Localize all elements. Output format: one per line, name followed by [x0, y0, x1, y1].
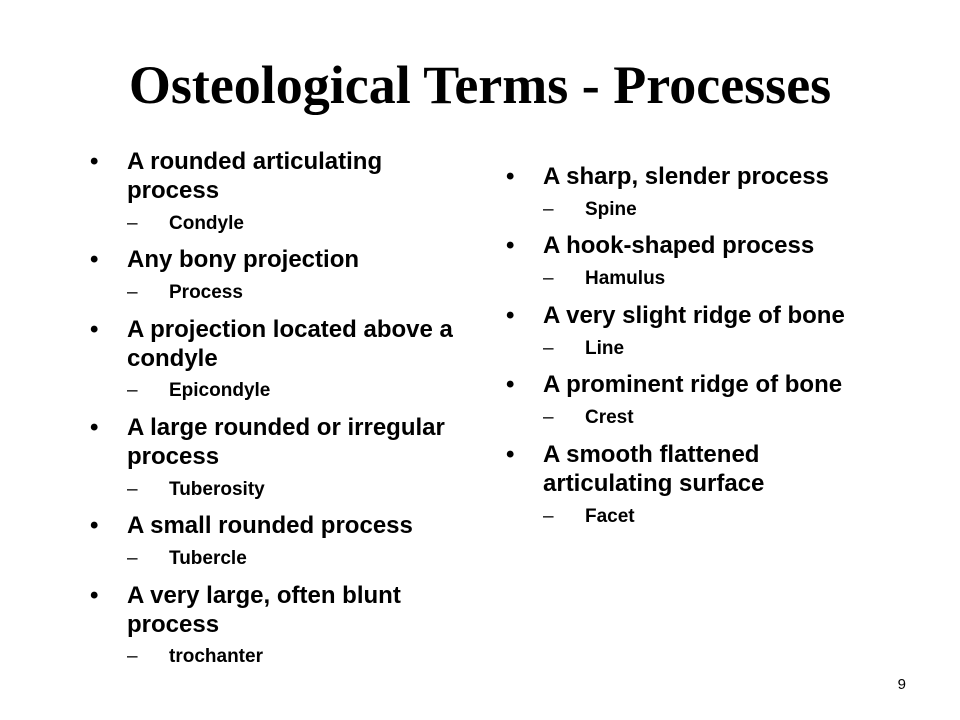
bullet-item	[506, 232, 866, 291]
bullet-item	[90, 246, 470, 305]
term-label: Tuberosity	[169, 478, 265, 500]
dash-icon: –	[127, 646, 138, 668]
bullet-description: A prominent ridge of bone	[543, 371, 843, 399]
sub-item-term	[543, 337, 866, 362]
bullet-item	[506, 163, 866, 222]
term-label: Tubercle	[169, 548, 247, 570]
bullet-dot-icon: •	[506, 163, 515, 190]
sub-item-term	[127, 547, 470, 572]
dash-icon: –	[543, 268, 554, 290]
bullet-item	[90, 512, 470, 571]
dash-icon: –	[543, 198, 554, 220]
bullet-description: A very slight ridge of bone	[543, 301, 845, 329]
term-label: Condyle	[169, 212, 244, 234]
dash-icon: –	[127, 478, 138, 500]
bullet-description: A large rounded or irregular process	[127, 414, 445, 470]
sub-item-term	[543, 267, 866, 292]
bullet-dot-icon: •	[90, 414, 99, 442]
bullet-item	[90, 414, 470, 502]
bullet-description: A smooth flattened articulating surface	[543, 440, 765, 497]
sub-item-term	[543, 505, 866, 530]
bullet-dot-icon: •	[506, 440, 515, 468]
bullet-dot-icon: •	[90, 148, 99, 175]
left-bullet-list	[90, 148, 470, 680]
bullet-dot-icon: •	[506, 301, 515, 329]
dash-icon: –	[127, 380, 138, 402]
term-label: Spine	[585, 198, 637, 220]
bullet-item	[506, 441, 866, 529]
bullet-item	[506, 302, 866, 361]
bullet-description: A sharp, slender process	[543, 163, 829, 190]
right-bullet-list	[506, 163, 866, 539]
bullet-dot-icon: •	[90, 581, 99, 609]
bullet-description: A small rounded process	[127, 512, 413, 540]
bullet-item	[90, 316, 470, 404]
term-label: Line	[585, 337, 625, 359]
sub-item-term	[127, 645, 470, 670]
term-label: Process	[169, 282, 243, 304]
term-label: Hamulus	[585, 268, 666, 290]
bullet-item	[506, 371, 866, 430]
sub-item-term	[543, 406, 866, 431]
slide-title: Osteological Terms - Processes	[128, 55, 832, 115]
bullet-item	[90, 148, 470, 236]
bullet-description: A hook-shaped process	[543, 232, 815, 260]
page-number: 9	[897, 676, 906, 693]
bullet-description: A projection located above a condyle	[127, 315, 453, 372]
bullet-description: A very large, often blunt process	[127, 581, 401, 638]
term-label: Epicondyle	[169, 380, 271, 402]
term-label: Crest	[585, 407, 634, 429]
bullet-dot-icon: •	[506, 232, 515, 260]
sub-item-term	[127, 478, 470, 503]
bullet-dot-icon: •	[506, 371, 515, 399]
bullet-dot-icon: •	[90, 315, 99, 343]
sub-item-term	[127, 281, 470, 306]
bullet-description: A rounded articulating process	[127, 148, 383, 204]
sub-item-term	[127, 212, 470, 237]
dash-icon: –	[543, 337, 554, 359]
term-label: trochanter	[169, 646, 263, 668]
dash-icon: –	[543, 407, 554, 429]
sub-item-term	[127, 379, 470, 404]
bullet-description: Any bony projection	[127, 246, 360, 274]
sub-item-term	[543, 198, 866, 223]
dash-icon: –	[543, 505, 554, 527]
bullet-dot-icon: •	[90, 512, 99, 540]
bullet-item	[90, 582, 470, 670]
dash-icon: –	[127, 212, 138, 234]
dash-icon: –	[127, 282, 138, 304]
bullet-dot-icon: •	[90, 246, 99, 274]
dash-icon: –	[127, 548, 138, 570]
term-label: Facet	[585, 505, 635, 527]
